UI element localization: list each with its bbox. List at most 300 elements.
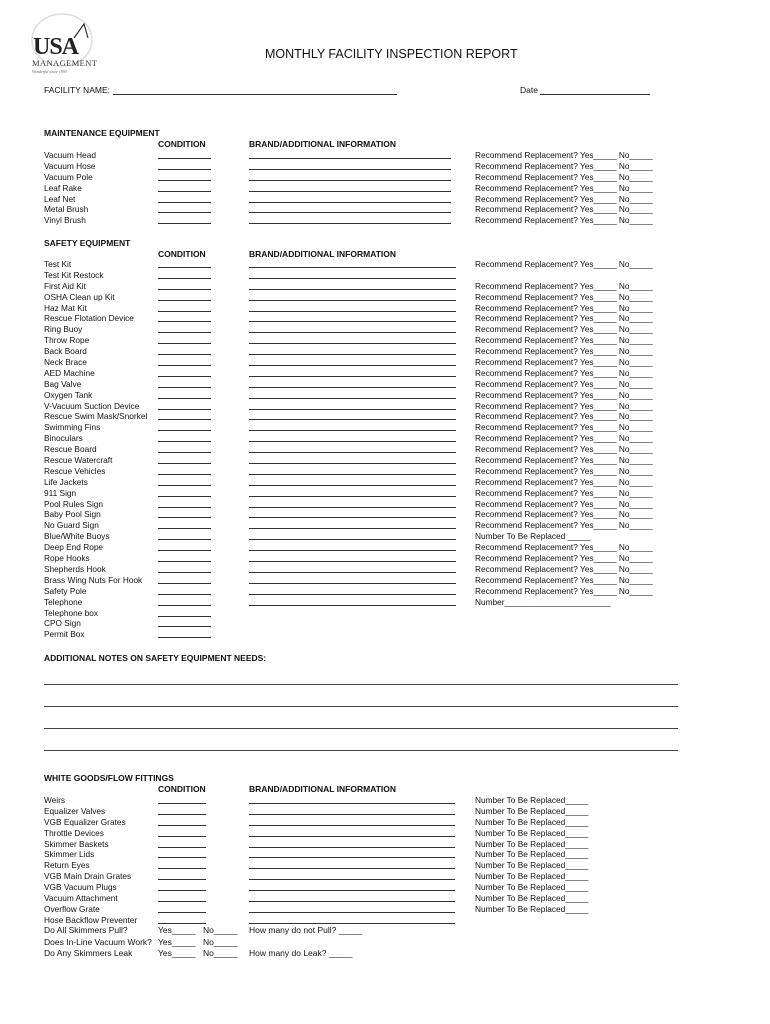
safety-condition-header: CONDITION — [158, 249, 206, 259]
condition-field[interactable] — [158, 390, 211, 401]
blank-line[interactable] — [249, 324, 456, 333]
recommend-replacement[interactable]: Recommend Replacement? Yes_____ No_____ — [475, 400, 653, 411]
blank-line[interactable] — [249, 411, 456, 420]
blank-line[interactable] — [158, 444, 211, 453]
recommend-replacement[interactable]: Recommend Replacement? Yes_____ No_____ — [475, 509, 653, 520]
answer-yes[interactable]: Yes_____ — [158, 925, 196, 935]
notes-heading: ADDITIONAL NOTES ON SAFETY EQUIPMENT NEEDS: — [44, 653, 267, 663]
blank-line[interactable] — [249, 259, 456, 268]
question-skimmers-pull — [44, 925, 128, 936]
blank-line[interactable] — [158, 839, 206, 848]
brand-info-field[interactable] — [249, 172, 451, 183]
condition-field[interactable] — [158, 150, 211, 161]
blank-line[interactable] — [158, 215, 211, 224]
blank-line[interactable] — [249, 335, 456, 344]
condition-field[interactable] — [158, 194, 211, 205]
brand-info-field[interactable] — [249, 281, 456, 292]
blank-line[interactable] — [158, 586, 211, 595]
blank-line[interactable] — [249, 531, 456, 540]
blank-line[interactable] — [158, 477, 211, 486]
blank-line[interactable] — [249, 422, 456, 431]
blank-line[interactable] — [158, 183, 211, 192]
recommend-replacement[interactable]: Recommend Replacement? Yes_____ No_____ — [475, 433, 653, 444]
condition-field[interactable] — [158, 509, 211, 520]
condition-field[interactable] — [158, 215, 211, 226]
condition-field[interactable] — [158, 882, 206, 893]
condition-field[interactable] — [158, 183, 211, 194]
brand-info-field[interactable] — [249, 466, 456, 477]
blank-line[interactable] — [249, 806, 455, 815]
blank-line[interactable] — [158, 499, 211, 508]
blank-line[interactable] — [249, 817, 455, 826]
item-label: Vacuum Attachment — [44, 893, 118, 904]
item-label: Leaf Net — [44, 193, 76, 204]
white-goods-condition-fields[interactable] — [158, 795, 206, 926]
condition-field[interactable] — [158, 586, 211, 597]
condition-field[interactable] — [158, 292, 211, 303]
recommend-replacement[interactable]: Recommend Replacement? Yes_____ No_____ — [475, 291, 653, 302]
blank-line[interactable] — [249, 194, 451, 203]
blank-line[interactable] — [158, 161, 211, 170]
brand-info-field[interactable] — [249, 194, 451, 205]
condition-field[interactable] — [158, 817, 206, 828]
brand-info-field[interactable] — [249, 520, 456, 531]
recommend-replacement[interactable]: Recommend Replacement? Yes_____ No_____ — [475, 193, 653, 204]
condition-field[interactable] — [158, 520, 211, 531]
brand-info-field[interactable] — [249, 817, 455, 828]
answer-yes[interactable]: Yes_____ — [158, 948, 196, 958]
recommend-replacement[interactable]: Recommend Replacement? Yes_____ No_____ — [475, 574, 653, 585]
brand-info-field[interactable] — [249, 542, 456, 553]
blank-line[interactable] — [158, 575, 211, 584]
blank-line[interactable] — [158, 270, 211, 279]
condition-field[interactable] — [158, 161, 211, 172]
item-label: Test Kit — [44, 259, 72, 269]
maintenance-recommend — [475, 150, 653, 226]
brand-info-field[interactable] — [249, 390, 456, 401]
how-many-not-pull[interactable]: How many do not Pull? _____ — [249, 925, 363, 935]
item-label: Vacuum Head — [44, 150, 96, 160]
blank-line[interactable] — [249, 292, 456, 301]
blank-line[interactable] — [158, 379, 211, 388]
condition-field[interactable] — [158, 575, 211, 586]
blank-line[interactable] — [158, 904, 206, 913]
brand-info-field[interactable] — [249, 849, 455, 860]
brand-info-field[interactable] — [249, 204, 451, 215]
blank-line[interactable] — [158, 915, 206, 924]
brand-info-field[interactable] — [249, 183, 451, 194]
condition-field[interactable] — [158, 553, 211, 564]
brand-info-field[interactable] — [249, 564, 456, 575]
condition-field[interactable] — [158, 303, 211, 314]
blank-line[interactable] — [158, 608, 211, 617]
safety-condition-fields[interactable] — [158, 259, 211, 640]
brand-info-field[interactable] — [249, 161, 451, 172]
condition-field[interactable] — [158, 597, 211, 608]
item-label: Rescue Flotation Device — [44, 313, 134, 324]
blank-line[interactable] — [249, 401, 456, 410]
blank-line[interactable] — [249, 346, 456, 355]
blank-line[interactable] — [249, 488, 456, 497]
blank-line[interactable] — [249, 586, 456, 595]
blank-line[interactable] — [249, 499, 456, 508]
answer-no[interactable]: No_____ — [203, 925, 238, 935]
blank-line[interactable] — [158, 357, 211, 366]
blank-line[interactable] — [249, 849, 455, 858]
brand-info-field[interactable] — [249, 401, 456, 412]
condition-field[interactable] — [158, 204, 211, 215]
brand-info-field[interactable] — [249, 575, 456, 586]
blank-line[interactable] — [249, 860, 455, 869]
number-to-be-replaced[interactable]: Number To Be Replaced_____ — [475, 805, 589, 816]
brand-info-field[interactable] — [249, 303, 456, 314]
blank-line[interactable] — [158, 597, 211, 606]
item-label: Weirs — [44, 795, 66, 805]
condition-field[interactable] — [158, 172, 211, 183]
blank-line[interactable] — [158, 292, 211, 301]
blank-line[interactable] — [249, 303, 456, 312]
blank-line[interactable] — [158, 281, 211, 290]
blank-line[interactable] — [158, 893, 206, 902]
answer-no[interactable]: No_____ — [203, 937, 238, 947]
condition-field[interactable] — [158, 368, 211, 379]
maintenance-condition-fields[interactable] — [158, 150, 211, 226]
brand-info-field[interactable] — [249, 882, 455, 893]
brand-info-field[interactable] — [249, 586, 456, 597]
brand-info-field[interactable] — [249, 150, 451, 161]
condition-field[interactable] — [158, 488, 211, 499]
condition-field[interactable] — [158, 806, 206, 817]
blank-line[interactable] — [158, 553, 211, 562]
number-to-be-replaced[interactable]: Number To Be Replaced_____ — [475, 893, 589, 904]
blank-line[interactable] — [158, 194, 211, 203]
blank-line[interactable] — [158, 542, 211, 551]
date-field[interactable] — [540, 85, 650, 95]
blank-line[interactable] — [158, 303, 211, 312]
blank-line[interactable] — [158, 828, 206, 837]
notes-line[interactable] — [44, 750, 678, 751]
blank-line[interactable] — [249, 795, 455, 804]
brand-info-field[interactable] — [249, 433, 456, 444]
recommend-replacement[interactable] — [475, 629, 653, 640]
brand-info-field[interactable] — [249, 422, 456, 433]
recommend-replacement[interactable]: Recommend Replacement? Yes_____ No_____ — [475, 542, 653, 553]
condition-field[interactable] — [158, 828, 206, 839]
brand-info-field[interactable] — [249, 893, 455, 904]
recommend-replacement[interactable]: Recommend Replacement? Yes_____ No_____ — [475, 302, 653, 313]
brand-info-field[interactable] — [249, 368, 456, 379]
blank-line[interactable] — [249, 161, 451, 170]
recommend-replacement[interactable]: Recommend Replacement? Yes_____ No_____ — [475, 280, 653, 291]
notes-line[interactable] — [44, 728, 678, 729]
blank-line[interactable] — [249, 172, 451, 181]
blank-line[interactable] — [158, 466, 211, 475]
condition-field[interactable] — [158, 618, 211, 629]
recommend-replacement[interactable]: Recommend Replacement? Yes_____ No_____ — [475, 520, 653, 531]
logo-tagline: Wonderful since 1999 — [32, 69, 67, 74]
condition-field[interactable] — [158, 860, 206, 871]
blank-line[interactable] — [158, 795, 206, 804]
brand-info-field[interactable] — [249, 335, 456, 346]
condition-field[interactable] — [158, 499, 211, 510]
blank-line[interactable] — [249, 357, 456, 366]
facility-name-field[interactable] — [113, 85, 397, 95]
blank-line[interactable] — [249, 553, 456, 562]
white-goods-brand-fields[interactable] — [249, 795, 455, 926]
condition-field[interactable] — [158, 270, 211, 281]
blank-line[interactable] — [249, 455, 456, 464]
blank-line[interactable] — [249, 150, 451, 159]
brand-info-field[interactable] — [249, 411, 456, 422]
condition-field[interactable] — [158, 379, 211, 390]
blank-line[interactable] — [249, 204, 451, 213]
recommend-replacement[interactable]: Recommend Replacement? Yes_____ No_____ — [475, 487, 653, 498]
blank-line[interactable] — [158, 806, 206, 815]
condition-field[interactable] — [158, 564, 211, 575]
brand-info-field[interactable] — [249, 357, 456, 368]
condition-field[interactable] — [158, 904, 206, 915]
recommend-replacement[interactable]: Recommend Replacement? Yes_____ No_____ — [475, 324, 653, 335]
facility-name-label: FACILITY NAME: — [44, 85, 110, 95]
blank-line[interactable] — [249, 379, 456, 388]
recommend-replacement[interactable]: Recommend Replacement? Yes_____ No_____ — [475, 553, 653, 564]
blank-line[interactable] — [158, 313, 211, 322]
brand-info-field[interactable] — [249, 477, 456, 488]
blank-line[interactable] — [249, 542, 456, 551]
recommend-replacement[interactable] — [475, 618, 653, 629]
blank-line[interactable] — [158, 817, 206, 826]
number-to-be-replaced[interactable]: Number To Be Replaced_____ — [475, 849, 589, 860]
brand-info-field[interactable] — [249, 597, 456, 608]
blank-line[interactable] — [249, 313, 456, 322]
white-goods-heading: WHITE GOODS/FLOW FITTINGS — [44, 773, 174, 783]
recommend-replacement[interactable]: Number_______________________ — [475, 596, 611, 607]
blank-line[interactable] — [158, 150, 211, 159]
recommend-replacement[interactable]: Recommend Replacement? Yes_____ No_____ — [475, 422, 653, 433]
recommend-replacement[interactable]: Recommend Replacement? Yes_____ No_____ — [475, 585, 653, 596]
item-label: Rescue Vehicles — [44, 465, 106, 476]
blank-line[interactable] — [158, 531, 211, 540]
brand-info-field[interactable] — [249, 215, 451, 226]
recommend-replacement[interactable]: Recommend Replacement? Yes_____ No_____ — [475, 313, 653, 324]
blank-line[interactable] — [158, 422, 211, 431]
brand-info-field[interactable] — [249, 270, 456, 281]
recommend-replacement[interactable]: Recommend Replacement? Yes_____ No_____ — [475, 182, 653, 193]
white-goods-brand-header: BRAND/ADDITIONAL INFORMATION — [249, 784, 397, 794]
recommend-replacement[interactable]: Recommend Replacement? Yes_____ No_____ — [475, 367, 653, 378]
blank-line[interactable] — [158, 882, 206, 891]
number-to-be-replaced[interactable]: Number To Be Replaced_____ — [475, 816, 589, 827]
number-to-be-replaced[interactable]: Number To Be Replaced_____ — [475, 860, 589, 871]
brand-info-field[interactable] — [249, 553, 456, 564]
condition-field[interactable] — [158, 608, 211, 619]
brand-info-field[interactable] — [249, 346, 456, 357]
brand-info-field[interactable] — [249, 860, 455, 871]
condition-field[interactable] — [158, 531, 211, 542]
brand-info-field[interactable] — [249, 795, 455, 806]
item-label: V-Vacuum Suction Device — [44, 400, 140, 411]
brand-info-field[interactable] — [249, 259, 456, 270]
recommend-replacement[interactable]: Recommend Replacement? Yes_____ No_____ — [475, 335, 653, 346]
brand-info-field[interactable] — [249, 455, 456, 466]
brand-info-field[interactable] — [249, 488, 456, 499]
blank-line[interactable] — [249, 893, 455, 902]
condition-field[interactable] — [158, 629, 211, 640]
blank-line[interactable] — [158, 324, 211, 333]
recommend-replacement[interactable]: Recommend Replacement? Yes_____ No_____ — [475, 389, 653, 400]
brand-info-field[interactable] — [249, 828, 455, 839]
blank-line[interactable] — [249, 368, 456, 377]
notes-line[interactable] — [44, 706, 678, 707]
condition-field[interactable] — [158, 422, 211, 433]
brand-info-field[interactable] — [249, 499, 456, 510]
blank-line[interactable] — [249, 575, 456, 584]
blank-line[interactable] — [158, 401, 211, 410]
recommend-replacement[interactable]: Number To Be Replaced _____ — [475, 531, 591, 542]
maintenance-brand-fields[interactable] — [249, 150, 451, 226]
safety-brand-fields[interactable] — [249, 259, 456, 608]
brand-info-field[interactable] — [249, 806, 455, 817]
question-label: Does In-Line Vacuum Work? — [44, 937, 152, 947]
condition-field[interactable] — [158, 444, 211, 455]
blank-line[interactable] — [158, 455, 211, 464]
blank-line[interactable] — [249, 477, 456, 486]
condition-field[interactable] — [158, 401, 211, 412]
blank-line[interactable] — [249, 828, 455, 837]
recommend-replacement[interactable]: Recommend Replacement? Yes_____ No_____ — [475, 476, 653, 487]
brand-info-field[interactable] — [249, 313, 456, 324]
blank-line[interactable] — [249, 215, 451, 224]
condition-field[interactable] — [158, 313, 211, 324]
brand-info-field[interactable] — [249, 904, 455, 915]
blank-line[interactable] — [158, 871, 206, 880]
blank-line[interactable] — [249, 433, 456, 442]
number-to-be-replaced[interactable]: Number To Be Replaced_____ — [475, 795, 589, 805]
blank-line[interactable] — [158, 346, 211, 355]
recommend-replacement[interactable]: Recommend Replacement? Yes_____ No_____ — [475, 498, 653, 509]
blank-line[interactable] — [249, 871, 455, 880]
blank-line[interactable] — [249, 270, 456, 279]
recommend-replacement[interactable]: Recommend Replacement? Yes_____ No_____ — [475, 150, 653, 160]
blank-line[interactable] — [158, 849, 206, 858]
number-to-be-replaced[interactable]: Number To Be Replaced_____ — [475, 903, 589, 914]
condition-field[interactable] — [158, 324, 211, 335]
blank-line[interactable] — [249, 904, 455, 913]
condition-field[interactable] — [158, 335, 211, 346]
recommend-replacement[interactable]: Recommend Replacement? Yes_____ No_____ — [475, 455, 653, 466]
condition-field[interactable] — [158, 871, 206, 882]
brand-info-field[interactable] — [249, 839, 455, 850]
condition-field[interactable] — [158, 466, 211, 477]
blank-line[interactable] — [158, 618, 211, 627]
condition-field[interactable] — [158, 281, 211, 292]
number-to-be-replaced[interactable]: Number To Be Replaced_____ — [475, 838, 589, 849]
notes-line[interactable] — [44, 684, 678, 685]
answer-yes[interactable]: Yes_____ — [158, 937, 196, 947]
condition-field[interactable] — [158, 839, 206, 850]
blank-line[interactable] — [249, 390, 456, 399]
condition-field[interactable] — [158, 849, 206, 860]
number-to-be-replaced[interactable]: Number To Be Replaced_____ — [475, 827, 589, 838]
blank-line[interactable] — [158, 520, 211, 529]
brand-info-field[interactable] — [249, 531, 456, 542]
blank-line[interactable] — [158, 335, 211, 344]
blank-line[interactable] — [158, 509, 211, 518]
blank-line[interactable] — [158, 368, 211, 377]
how-many-leak[interactable]: How many do Leak? _____ — [249, 948, 353, 958]
question-label: Do Any Skimmers Leak — [44, 948, 133, 958]
recommend-replacement[interactable]: Recommend Replacement? Yes_____ No_____ — [475, 346, 653, 357]
blank-line[interactable] — [249, 839, 455, 848]
blank-line[interactable] — [249, 444, 456, 453]
condition-field[interactable] — [158, 477, 211, 488]
blank-line[interactable] — [158, 564, 211, 573]
recommend-replacement[interactable]: Recommend Replacement? Yes_____ No_____ — [475, 411, 653, 422]
recommend-replacement[interactable] — [475, 270, 653, 281]
recommend-replacement[interactable]: Recommend Replacement? Yes_____ No_____ — [475, 215, 653, 226]
condition-field[interactable] — [158, 357, 211, 368]
blank-line[interactable] — [249, 183, 451, 192]
number-to-be-replaced[interactable]: Number To Be Replaced_____ — [475, 882, 589, 893]
recommend-replacement[interactable]: Recommend Replacement? Yes_____ No_____ — [475, 563, 653, 574]
blank-line[interactable] — [249, 466, 456, 475]
condition-field[interactable] — [158, 346, 211, 357]
brand-info-field[interactable] — [249, 871, 455, 882]
brand-info-field[interactable] — [249, 444, 456, 455]
blank-line[interactable] — [249, 915, 455, 924]
recommend-replacement[interactable]: Recommend Replacement? Yes_____ No_____ — [475, 465, 653, 476]
condition-field[interactable] — [158, 455, 211, 466]
blank-line[interactable] — [158, 411, 211, 420]
recommend-replacement[interactable]: Recommend Replacement? Yes_____ No_____ — [475, 171, 653, 182]
blank-line[interactable] — [249, 597, 456, 606]
blank-line[interactable] — [158, 629, 211, 638]
blank-line[interactable] — [249, 564, 456, 573]
condition-field[interactable] — [158, 411, 211, 422]
brand-info-field[interactable] — [249, 379, 456, 390]
blank-line[interactable] — [249, 509, 456, 518]
blank-line[interactable] — [158, 390, 211, 399]
brand-info-field[interactable] — [249, 509, 456, 520]
recommend-replacement[interactable]: Recommend Replacement? Yes_____ No_____ — [475, 259, 653, 269]
recommend-replacement[interactable]: Recommend Replacement? Yes_____ No_____ — [475, 357, 653, 368]
brand-info-field[interactable] — [249, 292, 456, 303]
blank-line[interactable] — [158, 172, 211, 181]
answer-no[interactable]: No_____ — [203, 948, 238, 958]
number-to-be-replaced[interactable]: Number To Be Replaced_____ — [475, 871, 589, 882]
recommend-replacement[interactable]: Recommend Replacement? Yes_____ No_____ — [475, 444, 653, 455]
condition-field[interactable] — [158, 433, 211, 444]
blank-line[interactable] — [249, 882, 455, 891]
condition-field[interactable] — [158, 542, 211, 553]
blank-line[interactable] — [158, 204, 211, 213]
blank-line[interactable] — [158, 488, 211, 497]
recommend-replacement[interactable]: Recommend Replacement? Yes_____ No_____ — [475, 378, 653, 389]
condition-field[interactable] — [158, 893, 206, 904]
blank-line[interactable] — [249, 520, 456, 529]
blank-line[interactable] — [158, 860, 206, 869]
item-label: Permit Box — [44, 629, 85, 640]
recommend-replacement[interactable] — [475, 608, 653, 619]
recommend-replacement[interactable]: Recommend Replacement? Yes_____ No_____ — [475, 160, 653, 171]
condition-field[interactable] — [158, 795, 206, 806]
blank-line[interactable] — [158, 433, 211, 442]
blank-line[interactable] — [249, 281, 456, 290]
brand-info-field[interactable] — [249, 324, 456, 335]
condition-field[interactable] — [158, 259, 211, 270]
blank-line[interactable] — [158, 259, 211, 268]
recommend-replacement[interactable]: Recommend Replacement? Yes_____ No_____ — [475, 204, 653, 215]
